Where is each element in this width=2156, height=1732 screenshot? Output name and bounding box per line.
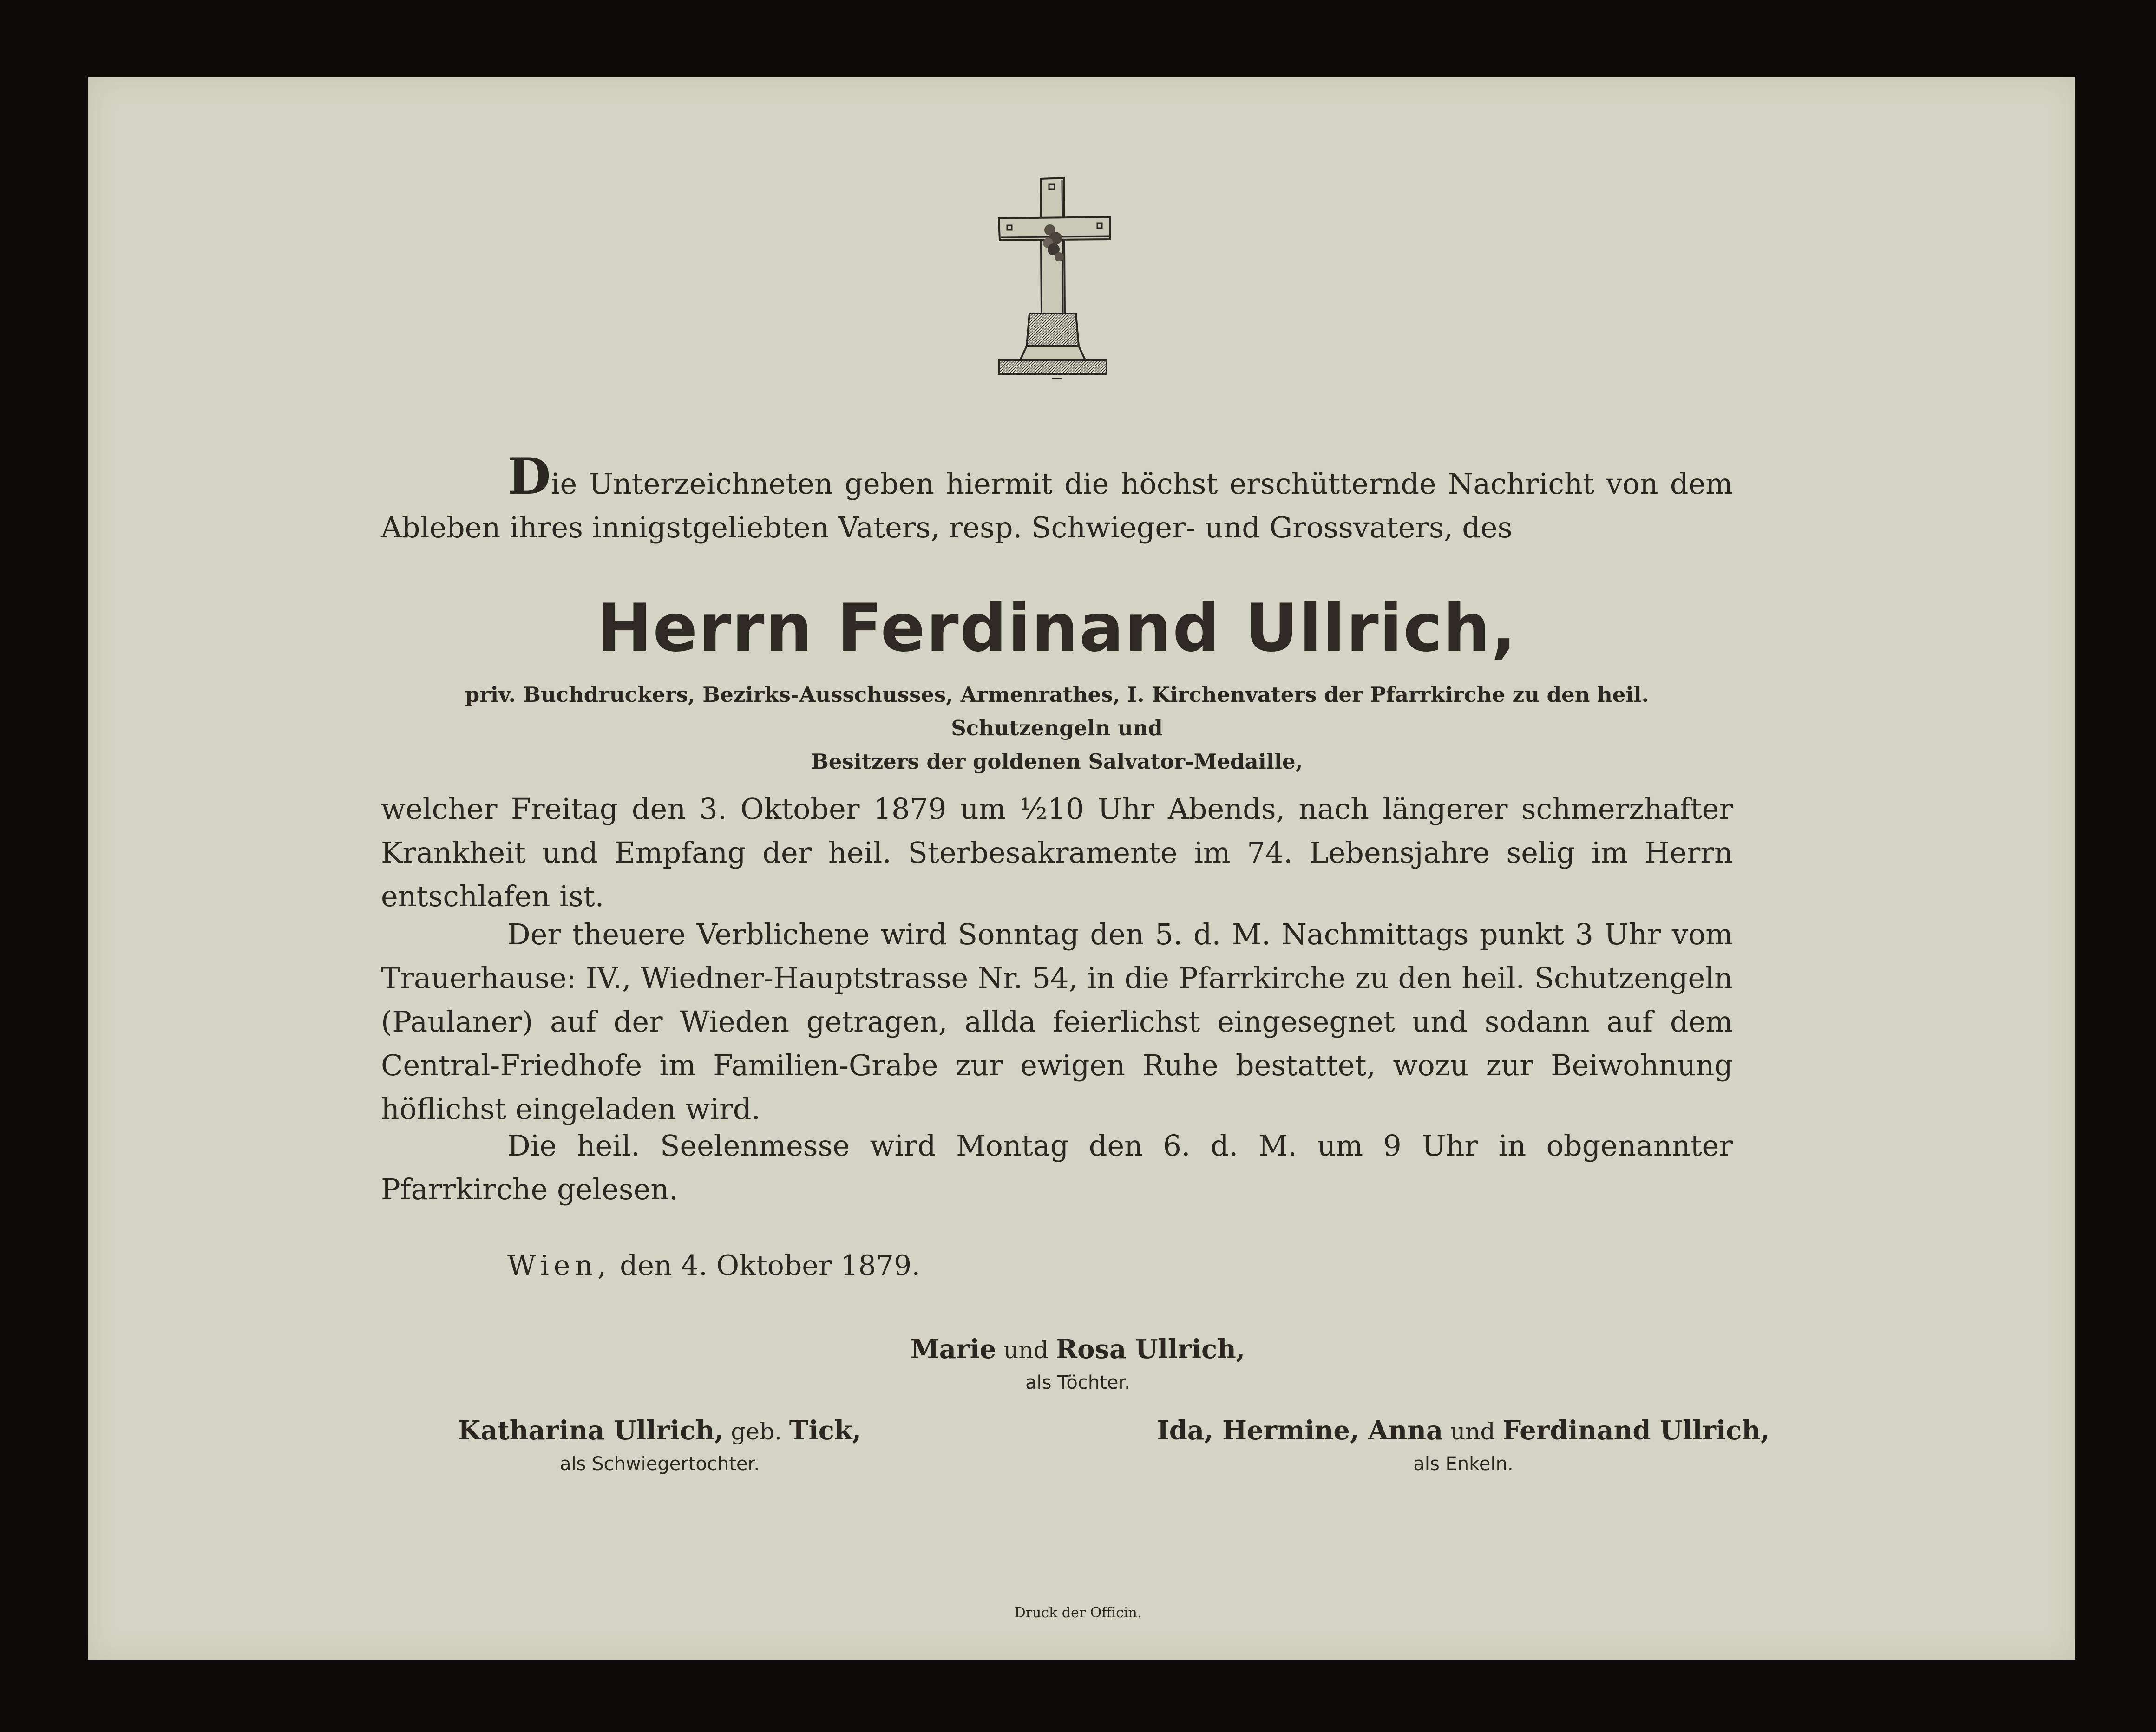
signatory-daughters [799,1331,1357,1397]
dateline-place: Wien, [507,1249,611,1282]
intro-paragraph [381,447,1733,549]
signatory-name: Marie [910,1334,996,1365]
signatory-maiden-marker: geb. [723,1418,789,1445]
signatory-conjunction: und [1443,1418,1503,1445]
signatory-conjunction: und [996,1337,1056,1364]
deceased-name: Herrn Ferdinand Ullrich, [596,590,1517,667]
signatory-daughter-in-law-names [381,1412,938,1450]
deceased-titles-line1: priv. Buchdruckers, Bezirks-Ausschusses, Armenrathes, I. Kirchenvaters der Pfarrkirche zu den heil. Schutzengeln und [465,682,1649,740]
signatory-grandchildren-names [1124,1412,1802,1450]
dateline [507,1249,920,1282]
deceased-titles [400,678,1714,778]
signatory-name: Rosa Ullrich, [1055,1334,1245,1365]
signatory-name: Katharina Ullrich, [458,1415,724,1446]
signatory-daughters-names [799,1331,1357,1369]
dateline-date: den 4. Oktober 1879. [611,1249,921,1282]
mass-paragraph: Die heil. Seelenmesse wird Montag den 6. d. M. um 9 Uhr in obgenannter Pfarrkirche gelesen. [381,1129,1733,1206]
signatory-grandchildren [1124,1412,1802,1478]
signatory-name: Ferdinand Ullrich, [1502,1415,1770,1446]
memorial-cross-icon [994,174,1115,388]
signatory-name: Ida, Hermine, Anna [1157,1415,1443,1446]
funeral-paragraph: Der theuere Verblichene wird Sonntag den 5. d. M. Nachmittags punkt 3 Uhr vom Trauerhause: IV., Wiedner-Hauptstrasse Nr. 54, in die Pfarrkirche zu den heil. Schutzengeln (Paulaner) auf der Wieden getragen, allda feierlichst eingesegnet und sodann auf dem Central-Friedhofe im Familien-Grabe zur ewigen Ruhe bestattet, wozu zur Beiwohnung höflichst eingeladen wird. [381,917,1733,1126]
death-paragraph: welcher Freitag den 3. Oktober 1879 um ½10 Uhr Abends, nach längerer schmerzhafter Krankheit und Empfang der heil. Sterbesakramente im 74. Lebensjahre selig im Herrn entschlafen ist. [381,792,1733,913]
intro-text: ie Unterzeichneten geben hiermit die höchst erschütternde Nachricht von dem Ableben ihres innigstgeliebten Vaters, resp. Schwieger- und Grossvaters, des [381,467,1733,544]
signatory-name: Tick, [789,1415,862,1446]
intro-dropcap: D [507,447,551,506]
deceased-titles-line2: Besitzers der goldenen Salvator-Medaille, [811,749,1303,774]
signatory-grandchildren-role: als Enkeln. [1413,1453,1514,1475]
printer-imprint: Druck der Officin. [1014,1605,1142,1621]
signatory-daughter-in-law-role: als Schwiegertochter. [559,1453,760,1475]
signatory-daughters-role: als Töchter. [1025,1372,1130,1393]
signatory-daughter-in-law [381,1412,938,1478]
